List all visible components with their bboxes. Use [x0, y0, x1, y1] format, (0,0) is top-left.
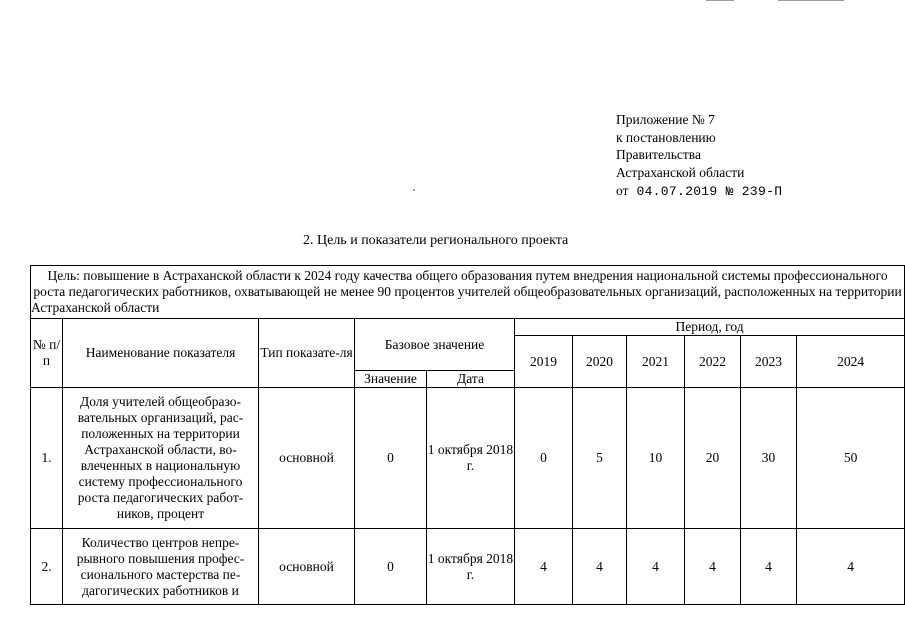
- header-base-value: Значение: [355, 371, 427, 388]
- header-num: № п/п: [31, 319, 63, 388]
- header-year: 2019: [515, 336, 573, 388]
- resolution-date: 04.07.2019 № 239-П: [636, 184, 783, 200]
- header-year: 2023: [741, 336, 797, 388]
- scan-mark: [706, 0, 734, 1]
- appendix-block: [616, 111, 782, 201]
- appendix-date-line: [616, 182, 782, 201]
- header-year: 2022: [685, 336, 741, 388]
- year-value: 50: [797, 388, 905, 529]
- year-value: 10: [627, 388, 685, 529]
- year-value: 0: [515, 388, 573, 529]
- year-value: 4: [685, 529, 741, 605]
- scan-speck: [413, 189, 415, 191]
- goal-text: Цель: повышение в Астраханской области к 2024 году качества общего образования путем внедрения национальной системы профессионального роста педагогических работников, охватывающей не менее 90 процентов учителей общеобразовательных организаций, расположенных на территории Астраханской области: [31, 266, 905, 319]
- appendix-number: Приложение № 7: [616, 112, 715, 127]
- base-date: 1 октября 2018 г.: [427, 529, 515, 605]
- header-base-date: Дата: [427, 371, 515, 388]
- section-title: 2. Цель и показатели регионального проекта: [303, 233, 569, 248]
- year-value: 4: [515, 529, 573, 605]
- header-year: 2021: [627, 336, 685, 388]
- appendix-line: Астраханской области: [616, 164, 745, 180]
- year-value: 4: [573, 529, 627, 605]
- row-number: 1.: [31, 388, 63, 529]
- row-number: 2.: [31, 529, 63, 605]
- base-value: 0: [355, 388, 427, 529]
- indicator-name: Доля учителей общеобразо-вательных организаций, рас-положенных на территории Астраханской области, во-влеченных в национальную систему профессионального роста педагогических работ-ников, процент: [63, 388, 259, 529]
- year-value: 20: [685, 388, 741, 529]
- year-value: 4: [627, 529, 685, 605]
- header-year: 2024: [797, 336, 905, 388]
- date-prefix: от: [616, 183, 629, 199]
- header-year: 2020: [573, 336, 627, 388]
- scan-mark: [778, 0, 844, 1]
- header-type: Тип показате-ля: [259, 319, 355, 388]
- year-value: 4: [797, 529, 905, 605]
- appendix-line: к постановлению: [616, 129, 716, 145]
- indicators-table: [30, 265, 905, 605]
- year-value: 5: [573, 388, 627, 529]
- year-value: 30: [741, 388, 797, 529]
- header-name: Наименование показателя: [63, 319, 259, 388]
- year-value: 4: [741, 529, 797, 605]
- indicator-name: Количество центров непре-рывного повышения профес-сионального мастерства пе-дагогических работников и: [63, 529, 259, 605]
- indicator-type: основной: [259, 529, 355, 605]
- indicator-type: основной: [259, 388, 355, 529]
- header-base: Базовое значение: [355, 319, 515, 371]
- base-date: 1 октября 2018 г.: [427, 388, 515, 529]
- appendix-line: Правительства: [616, 147, 701, 163]
- header-period: Период, год: [515, 319, 905, 336]
- base-value: 0: [355, 529, 427, 605]
